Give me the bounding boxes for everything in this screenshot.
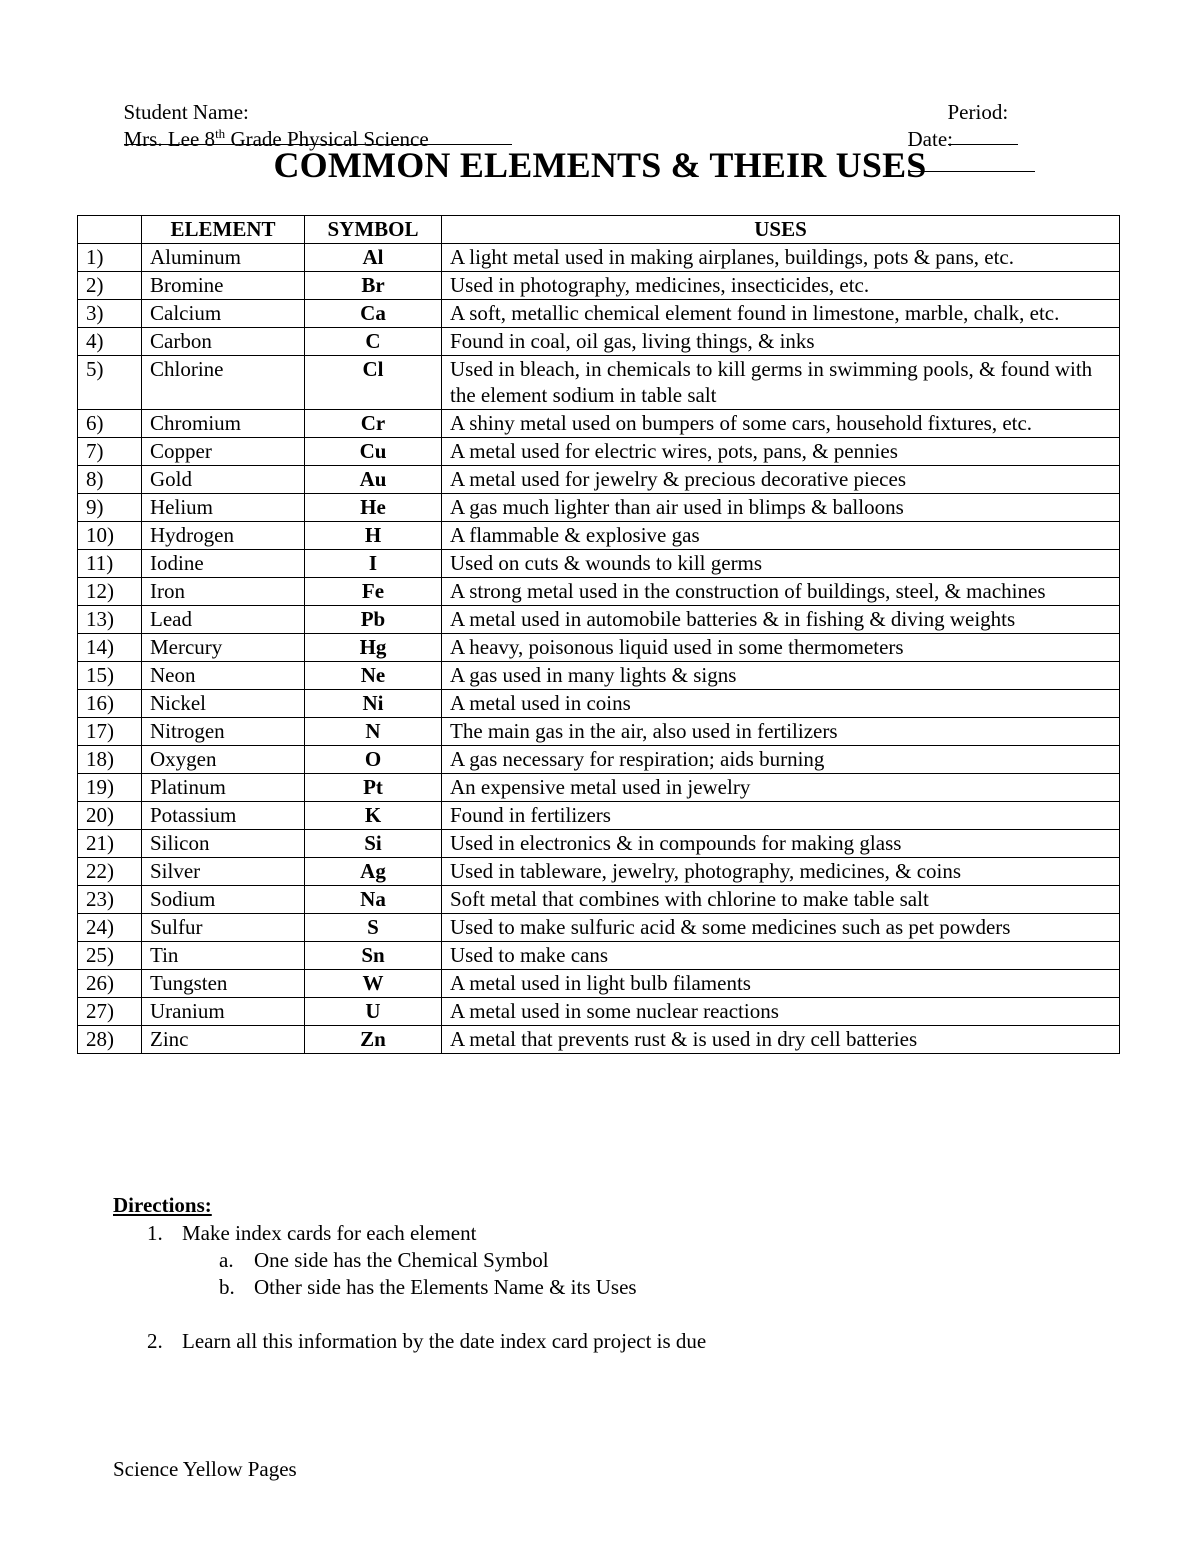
row-number: 5) [78, 356, 142, 410]
table-row [78, 328, 1120, 356]
row-number: 6) [78, 410, 142, 438]
table-row [78, 970, 1120, 998]
element-name: Tin [142, 942, 305, 970]
row-number: 21) [78, 830, 142, 858]
student-name-label: Student Name: [123, 100, 249, 124]
element-name: Calcium [142, 300, 305, 328]
table-row [78, 662, 1120, 690]
table-row [78, 998, 1120, 1026]
element-symbol: Zn [305, 1026, 442, 1054]
table-row [78, 830, 1120, 858]
row-number: 2) [78, 272, 142, 300]
row-number: 22) [78, 858, 142, 886]
element-uses: A shiny metal used on bumpers of some cars, household fixtures, etc. [442, 410, 1120, 438]
element-symbol: U [305, 998, 442, 1026]
element-symbol: Fe [305, 578, 442, 606]
element-name: Gold [142, 466, 305, 494]
element-symbol: H [305, 522, 442, 550]
header-element: ELEMENT [142, 216, 305, 244]
element-name: Silver [142, 858, 305, 886]
element-name: Tungsten [142, 970, 305, 998]
element-name: Aluminum [142, 244, 305, 272]
direction-text: Learn all this information by the date index card project is due [182, 1329, 707, 1353]
element-name: Silicon [142, 830, 305, 858]
directions-heading: Directions: [113, 1193, 212, 1217]
table-row [78, 746, 1120, 774]
element-symbol: O [305, 746, 442, 774]
element-symbol: K [305, 802, 442, 830]
table-header-row [78, 216, 1120, 244]
element-name: Uranium [142, 998, 305, 1026]
table-row [78, 690, 1120, 718]
element-symbol: Na [305, 886, 442, 914]
row-number: 16) [78, 690, 142, 718]
element-uses: A flammable & explosive gas [442, 522, 1120, 550]
element-name: Hydrogen [142, 522, 305, 550]
element-symbol: Ni [305, 690, 442, 718]
element-symbol: Au [305, 466, 442, 494]
element-symbol: Si [305, 830, 442, 858]
direction-number: 2. [147, 1329, 163, 1353]
element-symbol: N [305, 718, 442, 746]
date-label: Date: [907, 127, 953, 151]
table-row [78, 466, 1120, 494]
row-number: 19) [78, 774, 142, 802]
element-uses: A metal used in light bulb filaments [442, 970, 1120, 998]
element-symbol: Ca [305, 300, 442, 328]
row-number: 26) [78, 970, 142, 998]
element-symbol: I [305, 550, 442, 578]
element-uses: Used to make cans [442, 942, 1120, 970]
element-symbol: Br [305, 272, 442, 300]
element-name: Carbon [142, 328, 305, 356]
element-symbol: Pb [305, 606, 442, 634]
direction-text: Make index cards for each element [182, 1221, 477, 1245]
element-uses: Used in photography, medicines, insecticides, etc. [442, 272, 1120, 300]
element-symbol: W [305, 970, 442, 998]
element-name: Iodine [142, 550, 305, 578]
row-number: 7) [78, 438, 142, 466]
element-uses: Used in electronics & in compounds for making glass [442, 830, 1120, 858]
table-row [78, 942, 1120, 970]
element-uses: An expensive metal used in jewelry [442, 774, 1120, 802]
element-uses: A strong metal used in the construction of buildings, steel, & machines [442, 578, 1120, 606]
table-row [78, 578, 1120, 606]
element-uses: A gas necessary for respiration; aids burning [442, 746, 1120, 774]
table-row [78, 886, 1120, 914]
element-name: Potassium [142, 802, 305, 830]
direction-letter: b. [219, 1275, 235, 1299]
element-uses: A metal used in coins [442, 690, 1120, 718]
row-number: 3) [78, 300, 142, 328]
direction-letter: a. [219, 1248, 234, 1272]
element-symbol: Cr [305, 410, 442, 438]
element-uses: A metal used for jewelry & precious decorative pieces [442, 466, 1120, 494]
element-uses: Soft metal that combines with chlorine to make table salt [442, 886, 1120, 914]
page-title: COMMON ELEMENTS & THEIR USES [273, 145, 927, 185]
row-number: 23) [78, 886, 142, 914]
direction-text: One side has the Chemical Symbol [254, 1248, 549, 1272]
teacher-superscript: th [215, 126, 226, 141]
row-number: 27) [78, 998, 142, 1026]
header-symbol: SYMBOL [305, 216, 442, 244]
table-row [78, 272, 1120, 300]
element-uses: The main gas in the air, also used in fertilizers [442, 718, 1120, 746]
row-number: 24) [78, 914, 142, 942]
row-number: 9) [78, 494, 142, 522]
element-name: Platinum [142, 774, 305, 802]
element-name: Sodium [142, 886, 305, 914]
row-number: 14) [78, 634, 142, 662]
row-number: 15) [78, 662, 142, 690]
element-name: Mercury [142, 634, 305, 662]
element-name: Sulfur [142, 914, 305, 942]
direction-item-1 [147, 1220, 476, 1246]
row-number: 13) [78, 606, 142, 634]
element-uses: Found in fertilizers [442, 802, 1120, 830]
table-row [78, 494, 1120, 522]
element-uses: Used on cuts & wounds to kill germs [442, 550, 1120, 578]
element-name: Nickel [142, 690, 305, 718]
element-name: Lead [142, 606, 305, 634]
element-symbol: Cl [305, 356, 442, 410]
element-symbol: Hg [305, 634, 442, 662]
element-name: Chlorine [142, 356, 305, 410]
table-row [78, 802, 1120, 830]
period-label: Period: [947, 100, 1009, 124]
element-uses: Used to make sulfuric acid & some medicines such as pet powders [442, 914, 1120, 942]
row-number: 12) [78, 578, 142, 606]
table-row [78, 244, 1120, 272]
element-symbol: S [305, 914, 442, 942]
table-row [78, 606, 1120, 634]
element-symbol: He [305, 494, 442, 522]
element-name: Chromium [142, 410, 305, 438]
table-row [78, 718, 1120, 746]
row-number: 28) [78, 1026, 142, 1054]
element-symbol: Sn [305, 942, 442, 970]
element-uses: A metal used in some nuclear reactions [442, 998, 1120, 1026]
teacher-prefix: Mrs. Lee 8 [123, 127, 216, 151]
elements-table [77, 215, 1120, 1054]
row-number: 4) [78, 328, 142, 356]
element-uses: A soft, metallic chemical element found in limestone, marble, chalk, etc. [442, 300, 1120, 328]
direction-item-1b [219, 1274, 637, 1300]
element-uses: A metal used for electric wires, pots, pans, & pennies [442, 438, 1120, 466]
element-symbol: C [305, 328, 442, 356]
element-name: Nitrogen [142, 718, 305, 746]
table-row [78, 858, 1120, 886]
row-number: 11) [78, 550, 142, 578]
row-number: 10) [78, 522, 142, 550]
element-uses: A metal that prevents rust & is used in dry cell batteries [442, 1026, 1120, 1054]
row-number: 1) [78, 244, 142, 272]
row-number: 18) [78, 746, 142, 774]
table-row [78, 550, 1120, 578]
element-name: Bromine [142, 272, 305, 300]
row-number: 17) [78, 718, 142, 746]
table-row [78, 356, 1120, 410]
direction-number: 1. [147, 1221, 163, 1245]
header-uses: USES [442, 216, 1120, 244]
element-symbol: Ag [305, 858, 442, 886]
table-row [78, 438, 1120, 466]
table-row [78, 522, 1120, 550]
element-uses: A metal used in automobile batteries & in fishing & diving weights [442, 606, 1120, 634]
direction-item-1a [219, 1247, 549, 1273]
direction-text: Other side has the Elements Name & its Uses [254, 1275, 637, 1299]
element-uses: A light metal used in making airplanes, buildings, pots & pans, etc. [442, 244, 1120, 272]
table-row [78, 634, 1120, 662]
element-uses: Used in bleach, in chemicals to kill germs in swimming pools, & found with the element sodium in table salt [442, 356, 1120, 410]
table-row [78, 410, 1120, 438]
table-row [78, 1026, 1120, 1054]
table-row [78, 774, 1120, 802]
table-row [78, 300, 1120, 328]
element-uses: A heavy, poisonous liquid used in some thermometers [442, 634, 1120, 662]
header-number [78, 216, 142, 244]
teacher-suffix: Grade Physical Science [225, 127, 429, 151]
element-symbol: Cu [305, 438, 442, 466]
direction-item-2 [147, 1328, 706, 1354]
element-uses: A gas much lighter than air used in blimps & balloons [442, 494, 1120, 522]
element-name: Helium [142, 494, 305, 522]
element-symbol: Al [305, 244, 442, 272]
table-row [78, 914, 1120, 942]
element-uses: A gas used in many lights & signs [442, 662, 1120, 690]
element-symbol: Pt [305, 774, 442, 802]
element-name: Zinc [142, 1026, 305, 1054]
element-name: Neon [142, 662, 305, 690]
element-uses: Found in coal, oil gas, living things, & inks [442, 328, 1120, 356]
page-footer: Science Yellow Pages [113, 1457, 297, 1481]
element-name: Oxygen [142, 746, 305, 774]
row-number: 25) [78, 942, 142, 970]
element-name: Copper [142, 438, 305, 466]
element-symbol: Ne [305, 662, 442, 690]
row-number: 20) [78, 802, 142, 830]
row-number: 8) [78, 466, 142, 494]
element-name: Iron [142, 578, 305, 606]
element-uses: Used in tableware, jewelry, photography, medicines, & coins [442, 858, 1120, 886]
